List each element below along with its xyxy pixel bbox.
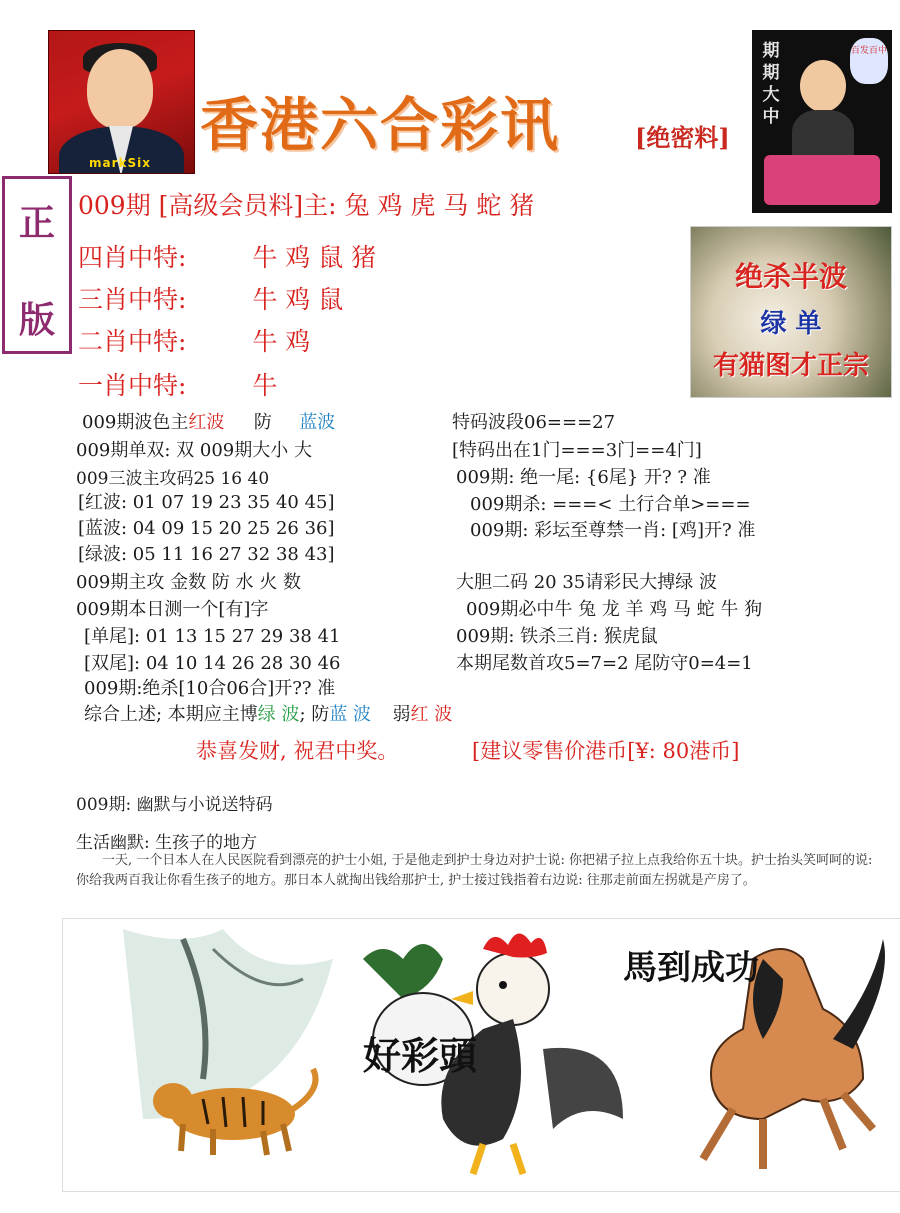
kill-row: 009期杀: ===< 土行合单>=== (470, 494, 751, 515)
story-heading: 009期: 幽默与小说送特码 (76, 795, 273, 815)
photo-face (87, 49, 153, 129)
authentic-stamp (2, 176, 72, 354)
pick-label: 四肖中特: (78, 243, 187, 272)
cartoon-bubble: 百发百中 (850, 38, 888, 84)
pick-row-3 (78, 280, 343, 316)
horse-illustration (623, 939, 885, 1169)
cartoon-head (800, 60, 846, 112)
congrats-text: 恭喜发财, 祝君中奖。 (196, 739, 399, 763)
presenter-photo (48, 30, 195, 174)
pick-value: 牛 鸡 (252, 327, 311, 356)
summary-green: 绿 波 (257, 704, 300, 725)
cartoon-image (752, 30, 892, 213)
wave-prefix: 009期波色主 (82, 412, 189, 433)
rooster-illustration (363, 933, 623, 1174)
kill-combo-row: 009期:绝杀[10合06合]开?? 准 (84, 678, 336, 699)
mark-six-logo: markSix (89, 156, 151, 170)
members-line: 009期 [高级会员料]主: 兔 鸡 虎 马 蛇 猪 (78, 191, 535, 220)
illustration-canvas (63, 919, 900, 1191)
title-tag: [绝密料] (635, 123, 730, 152)
horse-caption: 馬到成功 (623, 950, 759, 987)
tail-attack-row: 本期尾数首攻5=7=2 尾防守0=4=1 (456, 653, 753, 674)
stamp-char-1: 正 (18, 202, 55, 244)
segment-row: 特码波段06===27 (452, 412, 616, 433)
rooster-caption: 好彩頭 (363, 1036, 478, 1078)
iron-kill-row: 009期: 铁杀三肖: 猴虎鼠 (456, 626, 658, 647)
blue-wave-row: [蓝波: 04 09 15 20 25 26 36] (78, 518, 335, 539)
wave-mid: 防 (253, 412, 272, 433)
cartoon-table (764, 155, 880, 205)
main-attack-row: 009期主攻 金数 防 水 火 数 (76, 572, 301, 593)
page-title: 香港六合彩讯 (200, 91, 561, 159)
wave-color-row (82, 408, 335, 434)
wave-blue: 蓝波 (299, 412, 336, 433)
story-subheading: 生活幽默: 生孩子的地方 (76, 833, 258, 853)
badge-line-1: 绝杀半波 (734, 260, 847, 293)
summary-prefix: 综合上述; 本期应主博 (84, 704, 258, 725)
pick-value: 牛 (252, 371, 278, 400)
summary-mid: ; 防 (299, 704, 330, 725)
single-tail-row: [单尾]: 01 13 15 27 29 38 41 (84, 626, 341, 647)
odd-even-row: 009期单双: 双 009期大小 大 (76, 440, 312, 461)
tail-row: 009期: 绝一尾: {6尾} 开? ? 准 (456, 467, 711, 488)
pick-row-4 (78, 238, 376, 274)
pick-value: 牛 鸡 鼠 (252, 285, 344, 314)
badge-line-3: 有猫图才正宗 (712, 351, 869, 381)
tiger-illustration (123, 929, 333, 1155)
pick-row-1 (78, 366, 277, 402)
wave-red: 红波 (188, 412, 225, 433)
pick-label: 一肖中特: (78, 371, 187, 400)
summary-row (84, 700, 452, 726)
cartoon-vertical-text: 期期大中 (762, 41, 780, 127)
summary-weak: 弱 (392, 704, 411, 725)
bold-two-row: 大胆二码 20 35请彩民大搏绿 波 (456, 572, 717, 593)
pick-label: 三肖中特: (78, 285, 187, 314)
door-row: [特码出在1门===3门==4门] (452, 440, 702, 461)
summary-blue: 蓝 波 (329, 704, 372, 725)
zodiac-illustrations (62, 918, 900, 1192)
pick-value: 牛 鸡 鼠 猪 (252, 243, 377, 272)
daily-char-row: 009期本日测一个[有]字 (76, 599, 269, 620)
summary-red: 红 波 (410, 704, 453, 725)
pick-row-2 (78, 322, 310, 358)
green-wave-row: [绿波: 05 11 16 27 32 38 43] (78, 544, 335, 565)
must-win-row: 009期必中牛 兔 龙 羊 鸡 马 蛇 牛 狗 (466, 599, 763, 620)
price-text: [建议零售价港币[¥: 80港币] (472, 739, 740, 763)
forbidden-row: 009期: 彩坛至尊禁一肖: [鸡]开? 准 (470, 520, 756, 541)
kill-half-wave-badge (690, 226, 892, 398)
stamp-char-2: 版 (18, 299, 55, 341)
three-wave-row: 009三波主攻码25 16 40 (76, 469, 270, 489)
badge-line-2: 绿 单 (760, 309, 822, 339)
double-tail-row: [双尾]: 04 10 14 26 28 30 46 (84, 653, 341, 674)
red-wave-row: [红波: 01 07 19 23 35 40 45] (78, 492, 335, 513)
pick-label: 二肖中特: (78, 327, 187, 356)
story-body: 一天, 一个日本人在人民医院看到漂亮的护士小姐, 于是他走到护士身边对护士说: 你把裙子拉上点我给你五十块。护士抬头笑呵呵的说: 你给我两百我让你看生孩子的地方。那日本人就掏出钱给那护士, 护士接过钱指着右边说: 往那走前面左拐就是产房了。 (76, 853, 873, 888)
